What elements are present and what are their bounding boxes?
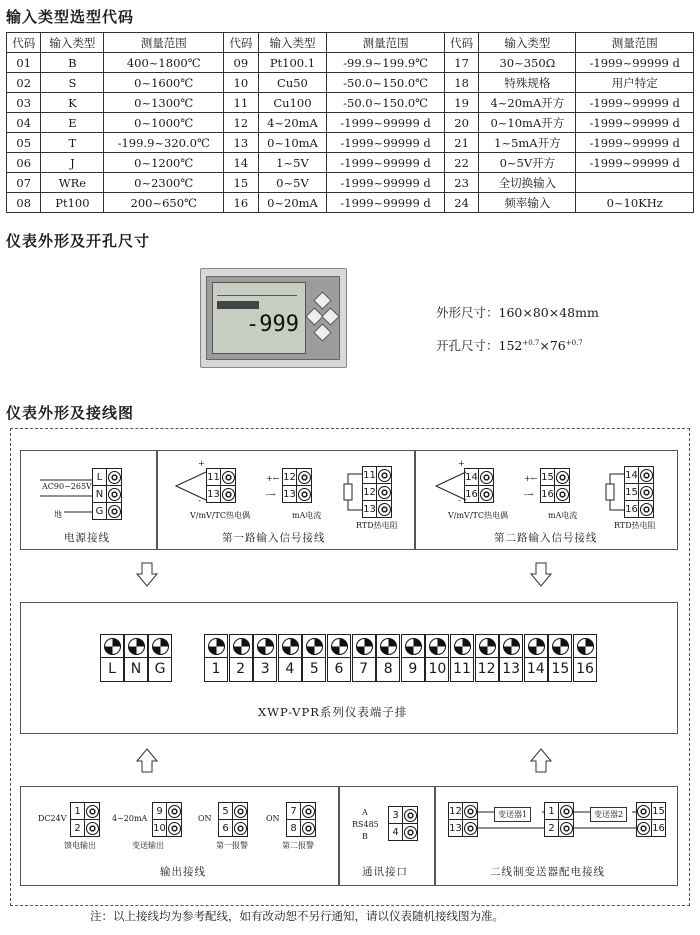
terminal-block (100, 634, 124, 682)
screw-icon (152, 638, 169, 655)
terminal-block (573, 634, 597, 682)
table-cell: 19 (444, 93, 478, 113)
table-row (7, 153, 694, 173)
input2-tc-terminals: 14 16 (464, 468, 494, 503)
input2-ma-terminals: 15 16 (540, 468, 570, 503)
on-label-1: ON (198, 814, 212, 823)
table-row (7, 113, 694, 133)
input-type-code-table (6, 32, 694, 213)
screw-icon (429, 638, 446, 655)
terminal-strip (100, 634, 610, 682)
table-cell: 4~20mA开方 (479, 93, 576, 113)
table-cell: -1999~99999 d (576, 133, 694, 153)
table-row (7, 53, 694, 73)
screw-icon (257, 638, 274, 655)
table-cell: 0~5V开方 (479, 153, 576, 173)
comm-terminals: 3 4 (388, 806, 418, 841)
minus-sign: - (198, 496, 201, 505)
table-cell: Cu100 (258, 93, 327, 113)
table-row (7, 93, 694, 113)
screw-icon (233, 638, 250, 655)
terminal-number: 7 (353, 657, 375, 680)
terminal-number: 2 (230, 657, 252, 680)
alarm2-terminals: 7 8 (286, 802, 316, 837)
terminal-number: 5 (303, 657, 325, 680)
table-cell: -1999~99999 d (327, 113, 445, 133)
table-cell: 03 (7, 93, 41, 113)
table-cell: -199.9~320.0℃ (104, 133, 224, 153)
table-cell: 1~5mA开方 (479, 133, 576, 153)
minus-sign: - (458, 496, 461, 505)
table-cell: -1999~99999 d (576, 153, 694, 173)
table-cell: 17 (444, 53, 478, 73)
terminal-block (499, 634, 523, 682)
terminal-block (204, 634, 228, 682)
table-cell: 0~10mA开方 (479, 113, 576, 133)
table-cell: Pt100.1 (258, 53, 327, 73)
transmit-terminals: 9 10 (152, 802, 182, 837)
table-cell: 0~20mA (258, 193, 327, 213)
meter-photo (200, 268, 345, 368)
table-row (7, 133, 694, 153)
terminal-block (401, 634, 425, 682)
comm-caption: 通讯接口 (362, 866, 408, 878)
power-terminals: L N G (92, 468, 122, 520)
table-cell: 0~1200℃ (104, 153, 224, 173)
table-cell: 09 (224, 53, 258, 73)
ma-minus-arrow: -→ (266, 490, 276, 499)
arrow-down-icon (136, 562, 158, 588)
column-header: 测量范围 (327, 33, 445, 53)
terminal-block (253, 634, 277, 682)
terminal-number: 6 (328, 657, 350, 680)
feed-output-label: 馈电输出 (64, 841, 96, 850)
table-cell: 22 (444, 153, 478, 173)
dc24v-label: DC24V (38, 814, 67, 823)
alarm2-label: 第二报警 (282, 841, 314, 850)
terminal-number: 15 (549, 657, 571, 680)
terminal-number: 3 (254, 657, 276, 680)
terminal-block (229, 634, 253, 682)
terminal-block (124, 634, 148, 682)
table-cell: 用户特定 (576, 73, 694, 93)
rtd-label: RTD热电阻 (356, 521, 398, 530)
table-cell: 0~1600℃ (104, 73, 224, 93)
table-row (7, 193, 694, 213)
table-cell: WRe (41, 173, 104, 193)
input2-rtd-terminals: 14 15 16 (624, 466, 654, 518)
screw-icon (405, 638, 422, 655)
tc-label-2: V/mV/TC热电偶 (448, 511, 508, 520)
screw-icon (356, 638, 373, 655)
table-cell (576, 173, 694, 193)
table-cell: K (41, 93, 104, 113)
column-header: 代码 (224, 33, 258, 53)
column-header: 输入类型 (479, 33, 576, 53)
terminal-number: 1 (205, 657, 227, 680)
table-cell: 05 (7, 133, 41, 153)
transmit-output-label: 变送输出 (132, 841, 164, 850)
screw-icon (128, 638, 145, 655)
input1-ma-terminals: 12 13 (282, 468, 312, 503)
table-cell: 23 (444, 173, 478, 193)
power-caption: 电源接线 (64, 532, 110, 544)
column-header: 测量范围 (576, 33, 694, 53)
table-cell: 18 (444, 73, 478, 93)
feed-terminals: 1 2 (70, 802, 100, 837)
screw-icon (306, 638, 323, 655)
meter-display-value: -999 (246, 312, 299, 337)
section-title-input-codes: 输入类型选型代码 (6, 8, 135, 26)
table-cell: 400~1800℃ (104, 53, 224, 73)
table-cell: 12 (224, 113, 258, 133)
ac-voltage-label: AC90~265V (42, 482, 92, 491)
column-header: 代码 (444, 33, 478, 53)
table-cell: 0~1000℃ (104, 113, 224, 133)
output-caption: 输出接线 (160, 866, 206, 878)
table-cell: 20 (444, 113, 478, 133)
terminal-block (524, 634, 548, 682)
terminal-number: 8 (377, 657, 399, 680)
screw-icon (454, 638, 471, 655)
table-cell: 13 (224, 133, 258, 153)
terminal-number: 9 (402, 657, 424, 680)
screw-icon (282, 638, 299, 655)
table-cell: 全切换输入 (479, 173, 576, 193)
column-header: 输入类型 (258, 33, 327, 53)
table-cell: 0~10KHz (576, 193, 694, 213)
table-cell: E (41, 113, 104, 133)
output-ma-label: 4~20mA (112, 814, 148, 823)
terminal-label: N (125, 657, 147, 680)
twowire-left-terminals: 12 13 (448, 802, 478, 837)
terminal-number: 11 (451, 657, 473, 680)
column-header: 代码 (7, 33, 41, 53)
table-cell: 16 (224, 193, 258, 213)
terminal-block (148, 634, 172, 682)
table-cell: Pt100 (41, 193, 104, 213)
table-cell: B (41, 53, 104, 73)
input1-rtd-terminals: 11 12 13 (362, 466, 392, 518)
terminal-label: L (101, 657, 123, 680)
ground-label: 地 (54, 510, 62, 519)
table-cell: 07 (7, 173, 41, 193)
ma-plus-arrow: +← (266, 474, 280, 483)
table-cell: -1999~99999 d (576, 93, 694, 113)
table-cell: 频率输入 (479, 193, 576, 213)
table-cell: 0~1300℃ (104, 93, 224, 113)
terminal-number: 13 (500, 657, 522, 680)
rs485-label: RS485 (352, 820, 379, 829)
ma2-plus-arrow: +← (524, 474, 538, 483)
input1-tc-terminals: 11 13 (206, 468, 236, 503)
ma-label: mA电流 (292, 511, 322, 520)
table-cell: T (41, 133, 104, 153)
table-row (7, 73, 694, 93)
terminal-number: 16 (574, 657, 596, 680)
table-cell: 30~350Ω (479, 53, 576, 73)
screw-icon (479, 638, 496, 655)
table-cell: -1999~99999 d (327, 133, 445, 153)
thermocouple-1-icon (170, 466, 210, 506)
on-label-2: ON (266, 814, 280, 823)
footnote: 注：以上接线均为参考配线，如有改动恕不另行通知，请以仪表随机接线图为准。 (90, 909, 504, 923)
table-row (7, 173, 694, 193)
table-cell: -1999~99999 d (327, 173, 445, 193)
input1-caption: 第一路输入信号接线 (222, 532, 326, 544)
power-wires (40, 474, 92, 524)
screw-icon (380, 638, 397, 655)
screw-icon (528, 638, 545, 655)
terminal-block (302, 634, 326, 682)
tc-label: V/mV/TC热电偶 (190, 511, 250, 520)
alarm1-terminals: 5 6 (218, 802, 248, 837)
table-cell: S (41, 73, 104, 93)
column-header: 输入类型 (41, 33, 104, 53)
table-cell: 特殊规格 (479, 73, 576, 93)
table-cell: Cu50 (258, 73, 327, 93)
terminal-number: 4 (279, 657, 301, 680)
arrow-up-icon (530, 748, 552, 774)
table-cell: 10 (224, 73, 258, 93)
table-cell: -1999~99999 d (576, 53, 694, 73)
table-cell: 06 (7, 153, 41, 173)
alarm1-label: 第一报警 (216, 841, 248, 850)
table-cell: 1~5V (258, 153, 327, 173)
table-cell: 04 (7, 113, 41, 133)
table-cell: 4~20mA (258, 113, 327, 133)
table-cell: -99.9~199.9℃ (327, 53, 445, 73)
cutout-dimension: 开孔尺寸：$152^{+0.7}\times 76^{+0.7}$ (436, 338, 583, 353)
table-cell: 0~2300℃ (104, 173, 224, 193)
terminal-block (278, 634, 302, 682)
terminal-block (376, 634, 400, 682)
terminal-block (327, 634, 351, 682)
transmitter1-box: 变送器1 (494, 807, 531, 822)
table-cell: 11 (224, 93, 258, 113)
screw-icon (208, 638, 225, 655)
table-cell: 01 (7, 53, 41, 73)
section-title-dimensions: 仪表外形及开孔尺寸 (6, 232, 151, 250)
table-cell: -50.0~150.0℃ (327, 73, 445, 93)
plus-sign: + (458, 459, 465, 468)
screw-icon (503, 638, 520, 655)
table-cell: -1999~99999 d (327, 193, 445, 213)
terminal-number: 14 (525, 657, 547, 680)
arrow-down-icon (530, 562, 552, 588)
screw-icon (331, 638, 348, 655)
transmitter2-box: 变送器2 (590, 807, 627, 822)
table-cell: 14 (224, 153, 258, 173)
table-cell: 24 (444, 193, 478, 213)
ma2-minus-arrow: -→ (524, 490, 534, 499)
table-cell: 15 (224, 173, 258, 193)
terminal-number: 12 (476, 657, 498, 680)
rs485-a-label: A (362, 808, 368, 817)
table-cell: 21 (444, 133, 478, 153)
twowire-mid-terminals: 1 2 (544, 802, 574, 837)
twowire-caption: 二线制变送器配电接线 (490, 866, 605, 878)
section-title-wiring: 仪表外形及接线图 (6, 404, 135, 422)
screw-icon (104, 638, 121, 655)
terminal-block (425, 634, 449, 682)
table-cell: -1999~99999 d (327, 153, 445, 173)
table-cell: J (41, 153, 104, 173)
rtd-1-icon (342, 470, 364, 516)
terminal-block (475, 634, 499, 682)
terminal-block (450, 634, 474, 682)
twowire-wires (478, 810, 638, 832)
screw-icon (552, 638, 569, 655)
table-cell: 02 (7, 73, 41, 93)
table-cell: -50.0~150.0℃ (327, 93, 445, 113)
table-header-row (7, 33, 694, 53)
outline-dimension: 外形尺寸：160×80×48mm (436, 305, 599, 320)
screw-icon (577, 638, 594, 655)
terminal-block (352, 634, 376, 682)
terminal-block (548, 634, 572, 682)
twowire-right-terminals: 15 16 (636, 802, 666, 837)
terminal-number: 10 (426, 657, 448, 680)
column-header: 测量范围 (104, 33, 224, 53)
ma-label-2: mA电流 (548, 511, 578, 520)
meter-keypad (308, 294, 334, 344)
table-cell: 0~10mA (258, 133, 327, 153)
table-cell: 200~650℃ (104, 193, 224, 213)
rtd-label-2: RTD热电阻 (614, 521, 656, 530)
input2-caption: 第二路输入信号接线 (494, 532, 598, 544)
arrow-up-icon (136, 748, 158, 774)
plus-sign: + (198, 459, 205, 468)
rs485-b-label: B (362, 832, 368, 841)
terminal-label: G (149, 657, 171, 680)
table-cell: -1999~99999 d (576, 113, 694, 133)
rtd-2-icon (604, 470, 626, 516)
table-cell: 0~5V (258, 173, 327, 193)
table-cell: 08 (7, 193, 41, 213)
terminal-strip-caption: XWP-VPR系列仪表端子排 (258, 705, 408, 719)
